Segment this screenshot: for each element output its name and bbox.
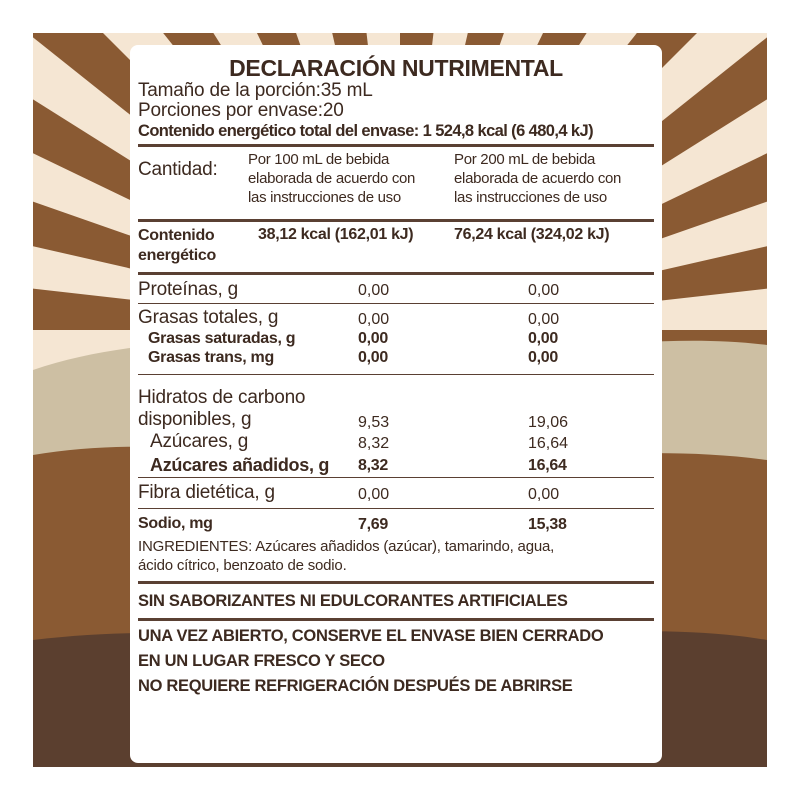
fats-label: Grasas totales, g (138, 307, 279, 328)
label-title: DECLARACIÓN NUTRIMENTAL (229, 55, 563, 81)
proteins-label: Proteínas, g (138, 279, 239, 300)
sugars-col2: 16,64 (528, 435, 569, 452)
portion-size (138, 81, 654, 101)
energy-col2: 76,24 kcal (324,02 kJ) (454, 226, 610, 243)
trans-fats-col2: 0,00 (528, 349, 558, 366)
added-sugars-col1: 8,32 (358, 457, 388, 474)
quantity-label: Cantidad: (138, 159, 218, 180)
carbs-group (138, 375, 654, 477)
portion-value: 35 mL (320, 80, 373, 101)
storage-notes (138, 621, 654, 699)
carbs-label-line1: Hidratos de carbono (138, 387, 306, 408)
storage-note-1: UNA VEZ ABIERTO, CONSERVE EL ENVASE BIEN CERRADO (138, 627, 604, 645)
servings-value: 20 (322, 100, 344, 121)
storage-note-3: NO REQUIERE REFRIGERACIÓN DESPUÉS DE ABRIRSE (138, 677, 573, 695)
fats-group (138, 304, 654, 374)
energy-label: Contenido energético (138, 227, 216, 264)
carbs-col1: 9,53 (358, 414, 390, 431)
fiber-col1: 0,00 (358, 486, 390, 503)
proteins-col1: 0,00 (358, 282, 390, 299)
fats-col1: 0,00 (358, 311, 390, 328)
sodium-col1: 7,69 (358, 516, 388, 533)
proteins-row (138, 275, 654, 303)
fats-col2: 0,00 (528, 311, 560, 328)
ingredients: INGREDIENTES: Azúcares añadidos (azúcar), tamarindo, agua, ácido cítrico, benzoato de sodio. (138, 538, 555, 574)
sat-fats-col1: 0,00 (358, 330, 388, 347)
trans-fats-label: Grasas trans, mg (148, 349, 274, 366)
fiber-col2: 0,00 (528, 486, 560, 503)
added-sugars-label: Azúcares añadidos, g (150, 455, 330, 475)
col1-header: Por 100 mL de bebida elaborada de acuerdo con las instrucciones de uso (248, 151, 416, 206)
sat-fats-col2: 0,00 (528, 330, 558, 347)
energy-col1: 38,12 kcal (162,01 kJ) (258, 226, 414, 243)
sodium-label: Sodio, mg (138, 515, 213, 532)
fiber-label: Fibra dietética, g (138, 482, 275, 503)
column-headers (138, 147, 654, 219)
sodium-col2: 15,38 (528, 516, 567, 533)
energy-row (138, 222, 654, 272)
sat-fats-label: Grasas saturadas, g (148, 330, 296, 347)
portion-label: Tamaño de la porción: (138, 80, 321, 101)
proteins-col2: 0,00 (528, 282, 560, 299)
sugars-col1: 8,32 (358, 435, 390, 452)
carbs-col2: 19,06 (528, 414, 569, 431)
servings (138, 101, 654, 121)
fiber-row (138, 478, 654, 508)
nutrition-label (130, 45, 662, 763)
carbs-label: disponibles, g (138, 409, 252, 430)
energy-total: Contenido energético total del envase: 1 524,8 kcal (6 480,4 kJ) (138, 122, 593, 140)
sugars-label: Azúcares, g (150, 431, 249, 452)
sodium-row (138, 509, 654, 537)
storage-note-2: EN UN LUGAR FRESCO Y SECO (138, 652, 385, 670)
trans-fats-col1: 0,00 (358, 349, 388, 366)
servings-label: Porciones por envase: (138, 100, 323, 121)
no-artificial-note: SIN SABORIZANTES NI EDULCORANTES ARTIFICIALES (138, 592, 568, 610)
added-sugars-col2: 16,64 (528, 457, 567, 474)
col2-header: Por 200 mL de bebida elaborada de acuerdo con las instrucciones de uso (454, 151, 622, 206)
